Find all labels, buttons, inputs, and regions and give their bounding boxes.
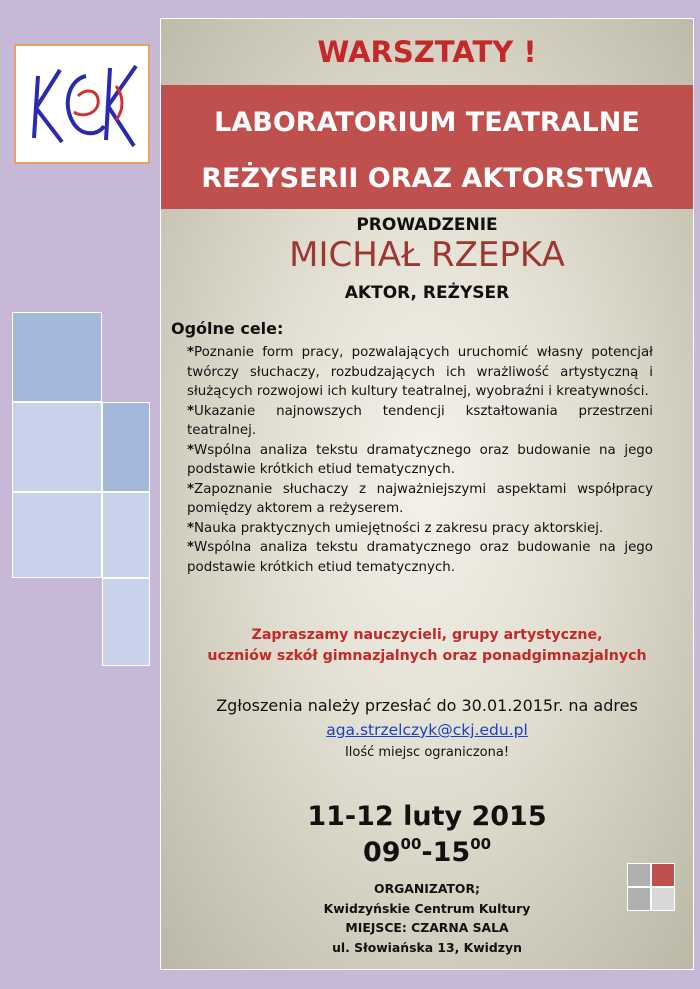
decor-square — [102, 492, 150, 578]
goal-item: *Poznanie form pracy, pozwalających uruchomić własny potencjał twórczy słuchaczy, rozbudzających ich wrażliwość artystyczną i służących rozwojowi ich kultury teatralnej, wyobraźni i kreatywności. — [187, 345, 653, 399]
application-text: Zgłoszenia należy przesłać do 30.01.2015r. na adres — [216, 696, 638, 715]
title-line-1: LABORATORIUM TEATRALNE — [214, 107, 640, 138]
decor-square — [102, 578, 150, 666]
invitation-line-1: Zapraszamy nauczycieli, grupy artystyczne, — [251, 627, 603, 643]
goal-item: *Nauka praktycznych umiejętności z zakresu pracy aktorskiej. — [187, 520, 604, 536]
title-band — [161, 85, 693, 209]
decor-square — [651, 863, 675, 887]
host-role: AKTOR, REŻYSER — [344, 283, 510, 303]
workshop-title: WARSZTATY ! — [317, 35, 537, 69]
invitation — [161, 625, 693, 667]
decor-square — [627, 863, 651, 887]
goal-item: *Wspólna analiza tekstu dramatycznego oraz budowanie na jego podstawie krótkich etiud tematycznych. — [187, 442, 653, 477]
organizer-label: ORGANIZATOR; — [374, 881, 480, 896]
goal-item: *Ukazanie najnowszych tendencji kształtowania przestrzeni teatralnej. — [187, 403, 653, 438]
decor-square — [102, 402, 150, 492]
venue: MIEJSCE: CZARNA SALA — [345, 920, 509, 935]
event-date: 11-12 luty 2015 — [307, 801, 547, 832]
decor-square — [627, 887, 651, 911]
decor-square — [12, 402, 102, 492]
limited-places-note: Ilość miejsc ograniczona! — [344, 745, 510, 760]
organizer-block — [161, 879, 693, 957]
goals-heading: Ogólne cele: — [171, 319, 284, 338]
decor-square — [651, 887, 675, 911]
invitation-line-2: uczniów szkół gimnazjalnych oraz ponadgimnazjalnych — [207, 648, 647, 664]
host-name: MICHAŁ RZEPKA — [289, 235, 565, 275]
goals-list — [187, 343, 653, 577]
decor-square — [12, 312, 102, 402]
decor-square — [12, 492, 102, 578]
kck-logo-icon — [16, 46, 148, 162]
event-hours: $09^{00}-15^{00}$ — [362, 835, 492, 868]
logo — [14, 44, 150, 164]
organizer-name: Kwidzyńskie Centrum Kultury — [323, 900, 531, 916]
goal-item: *Zapoznanie słuchaczy z najważniejszymi aspektami współpracy pomiędzy aktorem a reżyserem. — [187, 481, 653, 516]
lead-label: PROWADZENIE — [356, 215, 498, 235]
poster-panel — [160, 18, 694, 970]
goal-item: *Wspólna analiza tekstu dramatycznego oraz budowanie na jego podstawie krótkich etiud tematycznych. — [187, 540, 653, 575]
email-link[interactable]: aga.strzelczyk@ckj.edu.pl — [326, 721, 528, 739]
address: ul. Słowiańska 13, Kwidzyn — [332, 939, 522, 955]
title-line-2: REŻYSERII ORAZ AKTORSTWA — [201, 163, 653, 194]
